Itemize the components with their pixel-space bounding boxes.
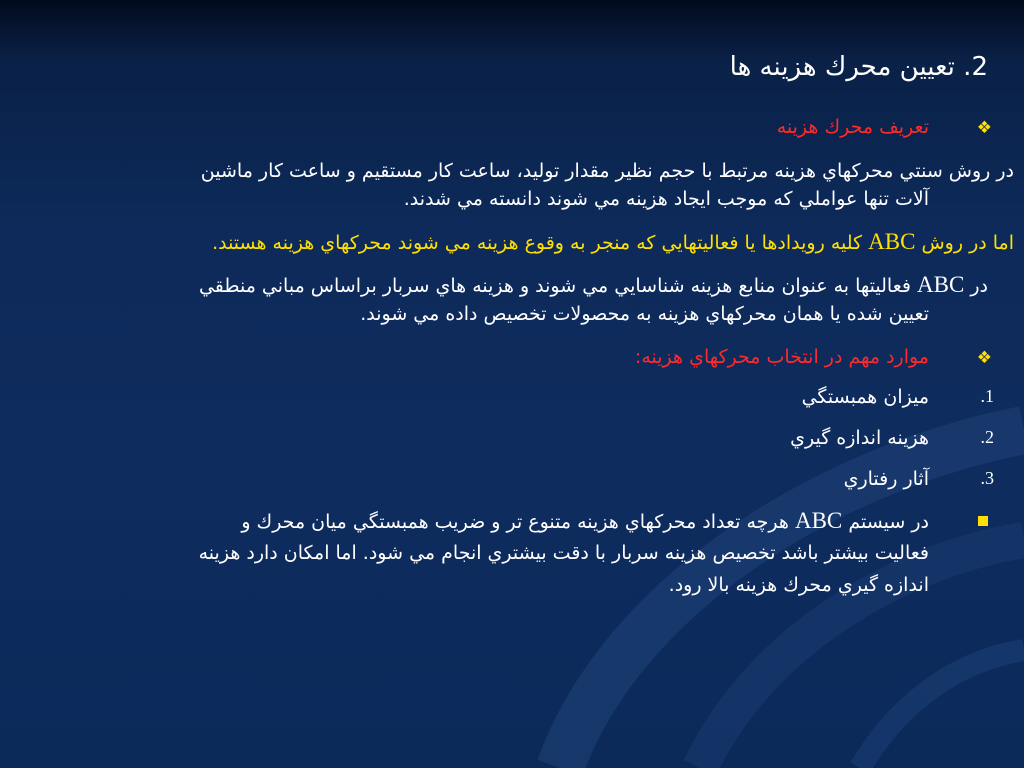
abc-term: ABC xyxy=(917,272,965,297)
para4-line1-end: هرچه تعداد محركهاي هزينه متنوع تر و ضريب همبستگي ميان محرك و xyxy=(241,511,789,533)
slide-title: 2. تعيين محرك هزينه ها xyxy=(729,52,988,82)
list-number: 2. xyxy=(980,427,994,447)
section2-heading: موارد مهم در انتخاب محركهاي هزينه: xyxy=(634,346,929,368)
list-item-measurement-cost: هزينه اندازه گيري xyxy=(790,427,929,449)
para3-line2: تعيين شده يا همان محركهاي هزينه به محصولات تخصيص داده مي شوند. xyxy=(360,303,929,325)
para3-line1-end: فعاليتها به عنوان منابع هزينه شناسايي مي شوند و هزينه هاي سربار براساس مباني منطقي xyxy=(198,275,911,297)
para4-line3: اندازه گيري محرك هزينه بالا رود. xyxy=(668,574,929,596)
para2 xyxy=(212,229,1014,256)
para3-start: در xyxy=(970,275,988,297)
square-bullet-icon xyxy=(978,516,988,526)
abc-term: ABC xyxy=(868,229,916,254)
section1-heading: تعريف محرك هزينه xyxy=(776,116,929,138)
para2-start: اما در روش xyxy=(921,232,1014,254)
list-number: 1. xyxy=(980,386,994,406)
diamond-bullet-icon: ❖ xyxy=(976,118,992,138)
para1-line2: آلات تنها عواملي كه موجب ايجاد هزينه مي شوند دانسته مي شدند. xyxy=(403,188,929,210)
para4-start: در سيستم xyxy=(848,511,929,533)
para1-line1: در روش سنتي محركهاي هزينه مرتبط با حجم نظير مقدار توليد، ساعت كار مستقيم و ساعت كار ماشين xyxy=(200,160,1014,182)
list-item-behavioral-effects: آثار رفتاري xyxy=(843,468,929,490)
abc-term: ABC xyxy=(794,508,843,533)
para3-line1 xyxy=(199,272,988,299)
diamond-bullet-icon: ❖ xyxy=(976,348,992,368)
para4-line1 xyxy=(241,508,929,535)
para4-line2: فعاليت بيشتر باشد تخصيص هزينه سربار با دقت بيشتري انجام مي شود. اما امكان دارد هزينه xyxy=(198,542,929,564)
para2-end: كليه رويدادها يا فعاليتهايي كه منجر به وقوع هزينه مي شوند محركهاي هزينه هستند. xyxy=(212,232,863,254)
list-number: 3. xyxy=(980,468,994,488)
list-item-correlation: ميزان همبستگي xyxy=(801,386,929,408)
